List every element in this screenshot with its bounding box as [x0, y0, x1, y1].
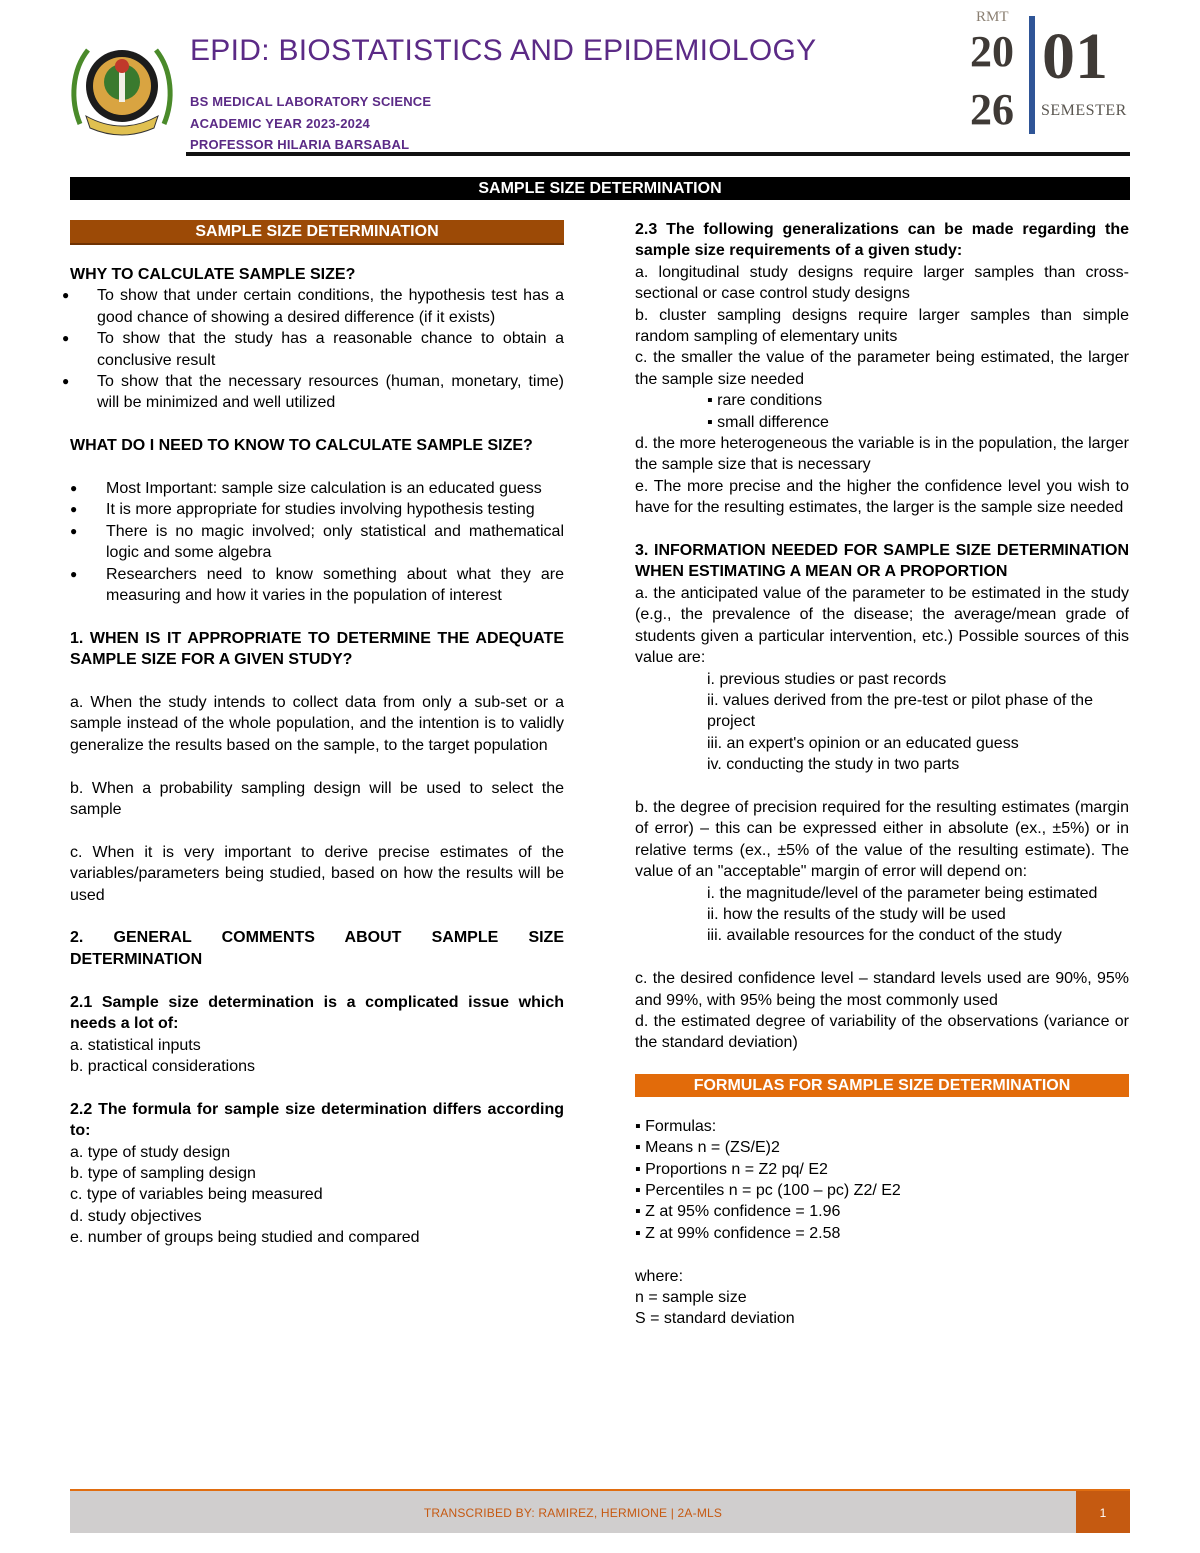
section-2-3-a: a. longitudinal study designs require larger samples than cross-sectional or case control study designs: [635, 263, 1129, 303]
left-column: [70, 220, 564, 1249]
section-1-heading: 1. WHEN IS IT APPROPRIATE TO DETERMINE THE ADEQUATE SAMPLE SIZE FOR A GIVEN STUDY?: [70, 629, 564, 669]
list-item: e. number of groups being studied and compared: [70, 1229, 420, 1247]
list-item: ▪ rare conditions: [707, 392, 823, 410]
section-2-3-heading: 2.3 The following generalizations can be made regarding the sample size requirements of a given study:: [635, 221, 1129, 260]
list-item: c. type of variables being measured: [70, 1186, 323, 1204]
list-item: d. study objectives: [70, 1207, 202, 1225]
formulas-banner: FORMULAS FOR SAMPLE SIZE DETERMINATION: [635, 1074, 1129, 1097]
section-2-3-d: d. the more heterogeneous the variable is in the population, the larger the sample size that is necessary: [635, 435, 1129, 474]
formula-item: ▪ Means n = (ZS/E)2: [635, 1139, 780, 1157]
section-2-2-heading: 2.2 The formula for sample size determination differs according to:: [70, 1100, 564, 1140]
footer-transcriber: TRANSCRIBED BY: RAMIREZ, HERMIONE | 2A-MLS: [70, 1491, 1076, 1533]
formula-item: ▪ Formulas:: [635, 1117, 717, 1135]
section-2-1-heading: 2.1 Sample size determination is a complicated issue which needs a lot of:: [70, 993, 564, 1033]
section-3-b: b. the degree of precision required for the resulting estimates (margin of error) – this can be expressed either in absolute (ex., ±5%) or in relative terms (ex., ±5% of the value of the resulting estimate). The value of an "acceptable" margin of error will depend on:: [635, 798, 1129, 881]
section-2-heading: 2. GENERAL COMMENTS ABOUT SAMPLE SIZE DETERMINATION: [70, 929, 564, 968]
why-list: [70, 285, 564, 413]
list-item: iv. conducting the study in two parts: [707, 756, 960, 774]
list-item: ● Researchers need to know something about what they are measuring and how it varies in the population of interest: [70, 564, 564, 607]
list-item: ii. values derived from the pre-test or pilot phase of the project: [707, 691, 1093, 731]
section-3-c: c. the desired confidence level – standard levels used are 90%, 95% and 99%, with 95% being the most commonly used: [635, 970, 1129, 1009]
formula-item: ▪ Z at 99% confidence = 2.58: [635, 1224, 841, 1242]
where-item: S = standard deviation: [635, 1310, 795, 1328]
professor-name: PROFESSOR HILARIA BARSABAL: [190, 137, 410, 152]
formula-item: ▪ Percentiles n = pc (100 – pc) Z2/ E2: [635, 1182, 901, 1200]
program-label: BS MEDICAL LABORATORY SCIENCE: [190, 94, 432, 109]
section-3-a: a. the anticipated value of the parameter to be estimated in the study (e.g., the prevalence of the disease; the average/mean grade of students given a particular intervention, etc.) Possible sources of this value are:: [635, 584, 1129, 667]
section-1-a: a. When the study intends to collect data from only a sub-set or a sample instead of the whole population, and the intention is to validly generalize the results based on the sample, to the target population: [70, 694, 564, 754]
semester-label: SEMESTER: [1041, 102, 1127, 119]
list-item: ● Most Important: sample size calculation is an educated guess: [70, 478, 564, 499]
rmt-label: RMT: [976, 9, 1009, 25]
header-divider: [1029, 16, 1035, 134]
main-section-banner: SAMPLE SIZE DETERMINATION: [70, 177, 1130, 200]
know-list: [70, 478, 564, 606]
list-item: a. type of study design: [70, 1143, 231, 1161]
list-item: i. the magnitude/level of the parameter being estimated: [707, 884, 1098, 902]
list-item: b. type of sampling design: [70, 1164, 256, 1182]
list-item: ● To show that the study has a reasonable chance to obtain a conclusive result: [70, 328, 564, 371]
formula-item: ▪ Z at 95% confidence = 1.96: [635, 1203, 841, 1221]
list-item: iii. available resources for the conduct of the study: [707, 927, 1062, 945]
academic-year: ACADEMIC YEAR 2023-2024: [190, 116, 370, 131]
formula-item: ▪ Proportions n = Z2 pq/ E2: [635, 1160, 828, 1178]
list-item: ii. how the results of the study will be used: [707, 905, 1006, 923]
list-item: a. statistical inputs: [70, 1036, 201, 1054]
list-item: iii. an expert's opinion or an educated guess: [707, 734, 1019, 752]
list-item: ● To show that the necessary resources (human, monetary, time) will be minimized and well utilized: [70, 371, 564, 414]
semester-number: 01: [1042, 20, 1108, 93]
list-item: ● To show that under certain conditions, the hypothesis test has a good chance of showing a desired difference (if it exists): [70, 285, 564, 328]
school-seal-logo: [68, 36, 176, 138]
year-top: 20: [970, 27, 1014, 76]
why-heading: WHY TO CALCULATE SAMPLE SIZE?: [70, 266, 356, 283]
header-rule: [186, 152, 1130, 156]
where-item: n = sample size: [635, 1289, 747, 1307]
where-label: where:: [635, 1267, 684, 1285]
list-item: ▪ small difference: [707, 413, 829, 431]
document-title: EPID: BIOSTATISTICS AND EPIDEMIOLOGY: [190, 34, 817, 67]
section-3-d: d. the estimated degree of variability of the observations (variance or the standard deviation): [635, 1012, 1129, 1052]
section-1-b: b. When a probability sampling design will be used to select the sample: [70, 779, 564, 819]
section-3-heading: 3. INFORMATION NEEDED FOR SAMPLE SIZE DETERMINATION WHEN ESTIMATING A MEAN OR A PROPORTION: [635, 542, 1129, 581]
page-number: 1: [1076, 1491, 1130, 1533]
list-item: i. previous studies or past records: [707, 670, 947, 688]
list-item: ● It is more appropriate for studies involving hypothesis testing: [70, 499, 564, 520]
section-2-3-b: b. cluster sampling designs require larger samples than simple random sampling of elementary units: [635, 306, 1129, 346]
list-item: ● There is no magic involved; only statistical and mathematical logic and some algebra: [70, 521, 564, 564]
section-banner: SAMPLE SIZE DETERMINATION: [70, 220, 564, 245]
know-heading: WHAT DO I NEED TO KNOW TO CALCULATE SAMPLE SIZE?: [70, 437, 533, 455]
right-column: [635, 219, 1129, 1330]
section-2-3-e: e. The more precise and the higher the confidence level you wish to have for the resulting estimates, the larger is the sample size needed: [635, 477, 1129, 517]
list-item: b. practical considerations: [70, 1057, 255, 1075]
year-bottom: 26: [970, 85, 1014, 134]
section-2-3-c: c. the smaller the value of the parameter being estimated, the larger the sample size needed: [635, 349, 1129, 388]
section-1-c: c. When it is very important to derive precise estimates of the variables/parameters being studied, based on how the results will be used: [70, 843, 564, 904]
